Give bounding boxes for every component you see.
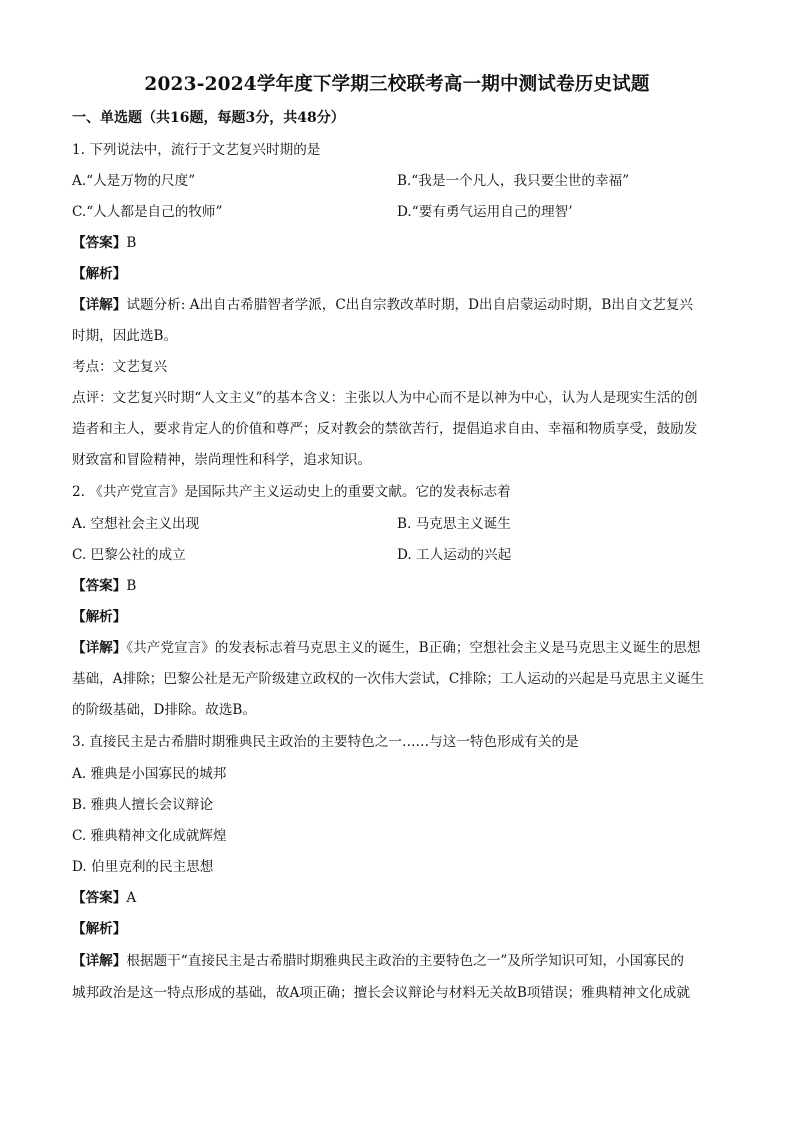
- question-1-kaodian: 考点：文艺复兴: [72, 359, 168, 375]
- question-1-answer: [72, 233, 136, 253]
- page-title: 2023-2024学年度下学期三校联考高一期中测试卷历史试题: [144, 74, 650, 95]
- detail-text: 根据题干“直接民主是古希腊时期雅典民主政治的主要特色之一”及所学知识可知，小国寡民的: [126, 953, 685, 969]
- question-1-option-d: D.“要有勇气运用自己的理智’: [397, 204, 573, 220]
- question-1-option-b: B.“我是一个凡人，我只要尘世的幸福”: [397, 173, 630, 189]
- question-1-option-a: A.“人是万物的尺度”: [72, 173, 196, 189]
- question-1-comment-line-2: 造者和主人，要求肯定人的价值和尊严；反对教会的禁欲苦行，提倡追求自由、幸福和物质享受，鼓励发: [72, 421, 698, 437]
- question-2-detail-line-1: [72, 638, 724, 658]
- question-2-detail-line-3: 的阶级基础，D排除。故选B。: [72, 702, 257, 718]
- question-2-detail-line-2: 基础，A排除；巴黎公社是无产阶级建立政权的一次伟大尝试，C排除；工人运动的兴起是马克思主义诞生: [72, 671, 704, 687]
- question-3-stem: 3. 直接民主是古希腊时期雅典民主政治的主要特色之一……与这一特色形成有关的是: [72, 734, 579, 750]
- question-2-analysis-tag: 【解析】: [72, 609, 127, 625]
- detail-tag: 【详解】: [72, 953, 127, 969]
- question-2-option-b: B. 马克思主义诞生: [397, 516, 511, 532]
- question-1-comment-line-1: 点评：文艺复兴时期“人文主义”的基本含义：主张以人为中心而不是以神为中心，认为人是现实生活的创: [72, 390, 698, 406]
- question-3-option-b: B. 雅典人擅长会议辩论: [72, 797, 213, 813]
- question-2-stem: 2. 《共产党宣言》是国际共产主义运动史上的重要文献。它的发表标志着: [72, 484, 511, 500]
- question-3-option-d: D. 伯里克利的民主思想: [72, 859, 214, 875]
- question-3-answer: [72, 888, 136, 908]
- question-1-detail-line-2: 时期，因此选B。: [72, 328, 178, 344]
- answer-value: B: [126, 235, 137, 251]
- question-3-detail-line-1: [72, 951, 724, 971]
- answer-tag: 【答案】: [72, 890, 127, 906]
- question-2-answer: [72, 576, 136, 596]
- question-1-option-c: C.“人人都是自己的牧师”: [72, 204, 223, 220]
- answer-value: B: [126, 578, 137, 594]
- question-2-option-d: D. 工人运动的兴起: [397, 547, 512, 563]
- detail-tag: 【详解】: [72, 640, 127, 656]
- answer-value: A: [126, 890, 137, 906]
- question-3-option-a: A. 雅典是小国寡民的城邦: [72, 766, 227, 782]
- answer-tag: 【答案】: [72, 235, 127, 251]
- section-heading: 一、单选题（共16题，每题3分，共48分）: [72, 110, 345, 126]
- question-2-option-c: C. 巴黎公社的成立: [72, 547, 186, 563]
- question-1-stem: 1. 下列说法中，流行于文艺复兴时期的是: [72, 142, 321, 158]
- question-1-analysis-tag: 【解析】: [72, 266, 127, 282]
- answer-tag: 【答案】: [72, 578, 127, 594]
- question-2-option-a: A. 空想社会主义出现: [72, 516, 200, 532]
- question-3-detail-line-2: 城邦政治是这一特点形成的基础，故A项正确；擅长会议辩论与材料无关故B项错误；雅典精神文化成就: [72, 985, 690, 1001]
- question-3-option-c: C. 雅典精神文化成就辉煌: [72, 828, 227, 844]
- detail-tag: 【详解】: [72, 297, 127, 313]
- detail-text: 《共产党宣言》的发表标志着马克思主义的诞生，B正确；空想社会主义是马克思主义诞生的思想: [126, 640, 701, 656]
- question-1-detail-line-1: [72, 295, 724, 315]
- question-3-analysis-tag: 【解析】: [72, 921, 127, 937]
- detail-text: 试题分析: A出自古希腊智者学派，C出自宗教改革时期，D出自启蒙运动时期，B出自文艺复兴: [126, 297, 693, 313]
- question-1-comment-line-3: 财致富和冒险精神，崇尚理性和科学，追求知识。: [72, 452, 372, 468]
